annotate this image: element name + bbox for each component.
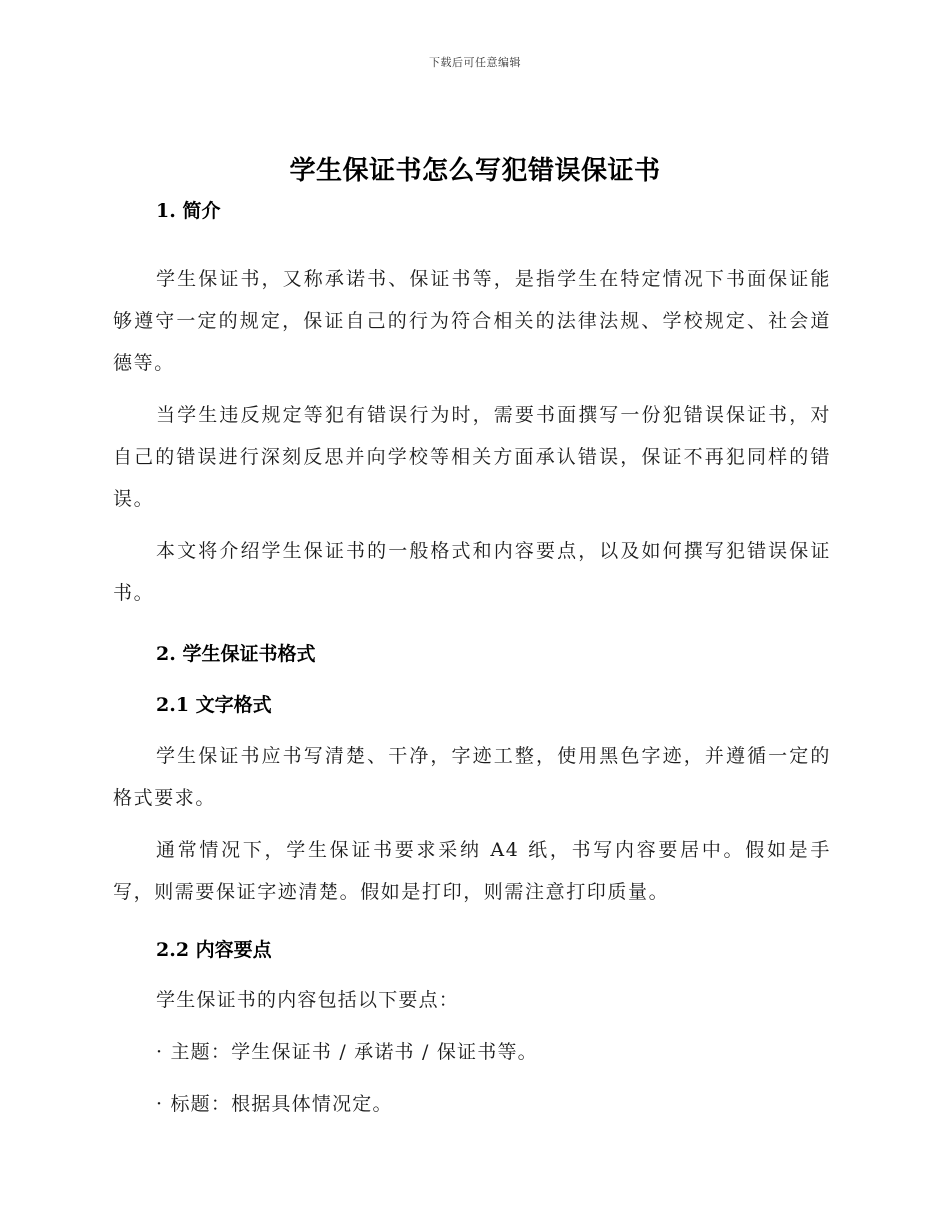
subsection-heading-text-format: 2.1 文字格式 — [156, 694, 272, 716]
bullet-item-title: · 标题：根据具体情况定。 — [156, 1093, 393, 1115]
document-body — [113, 196, 831, 1119]
text-format-paragraph-2: 通常情况下，学生保证书要求采纳 A4 纸，书写内容要居中。假如是手写，则需要保证字迹清楚。假如是打印，则需注意打印质量。 — [113, 839, 831, 903]
section-heading-intro: 1. 简介 — [156, 200, 221, 222]
section-heading-format: 2. 学生保证书格式 — [156, 643, 316, 665]
bullet-item-topic: · 主题：学生保证书 / 承诺书 / 保证书等。 — [156, 1041, 538, 1063]
subsection-heading-content: 2.2 内容要点 — [156, 939, 272, 961]
intro-paragraph-3: 本文将介绍学生保证书的一般格式和内容要点，以及如何撰写犯错误保证书。 — [113, 540, 831, 604]
intro-paragraph-1: 学生保证书，又称承诺书、保证书等，是指学生在特定情况下书面保证能够遵守一定的规定，保证自己的行为符合相关的法律法规、学校规定、社会道德等。 — [113, 268, 831, 374]
document-title: 学生保证书怎么写犯错误保证书 — [289, 156, 661, 186]
header-note: 下载后可任意编辑 — [429, 56, 521, 69]
content-intro: 学生保证书的内容包括以下要点： — [156, 989, 460, 1011]
intro-paragraph-2: 当学生违反规定等犯有错误行为时，需要书面撰写一份犯错误保证书，对自己的错误进行深刻反思并向学校等相关方面承认错误，保证不再犯同样的错误。 — [113, 404, 831, 510]
text-format-paragraph-1: 学生保证书应书写清楚、干净，字迹工整，使用黑色字迹，并遵循一定的格式要求。 — [113, 745, 831, 809]
